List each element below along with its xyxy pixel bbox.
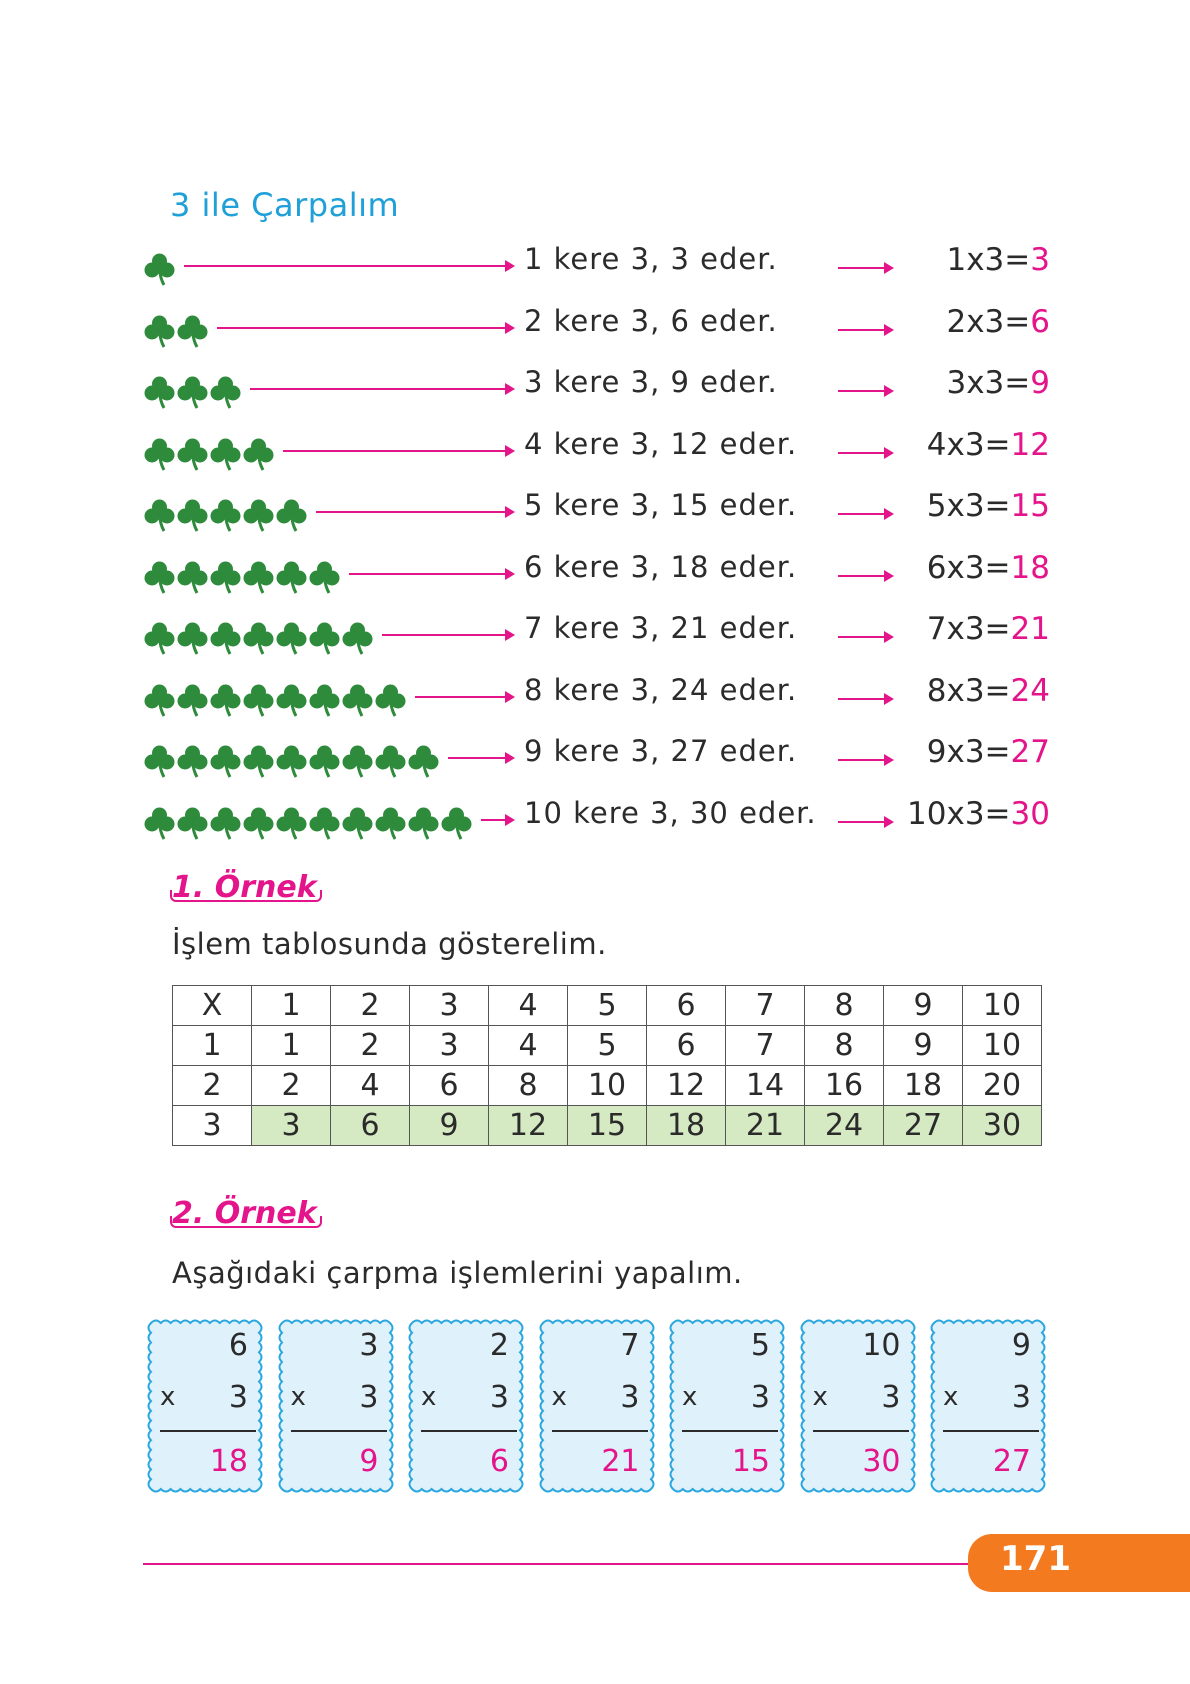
table-cell: 6 [647, 986, 726, 1026]
clover-icon [242, 806, 275, 840]
row-10 [0, 796, 1190, 846]
clover-icon [176, 683, 209, 717]
clover-icon [209, 621, 242, 655]
equation-result: 24 [1010, 672, 1050, 709]
row-equation [927, 427, 1050, 463]
table-cell: 4 [331, 1066, 410, 1106]
table-cell: 9 [884, 986, 963, 1026]
clover-icon [242, 744, 275, 778]
sum-line [552, 1430, 648, 1432]
clover-icon [176, 498, 209, 532]
example1-label: 1. Örnek [172, 870, 317, 905]
equation-expression: 6x3= [926, 549, 1011, 586]
multiplicand: 10 [862, 1328, 901, 1363]
arrow-long [349, 573, 513, 575]
row-sentence: 7 kere 3, 21 eder. [524, 611, 798, 645]
arrow-short [838, 390, 892, 392]
footer-line [143, 1563, 983, 1565]
table-cell: 20 [963, 1066, 1042, 1106]
table-cell: 6 [647, 1026, 726, 1066]
multiplier: 3 [620, 1380, 640, 1415]
product-answer: 18 [209, 1444, 248, 1479]
clover-icon [275, 498, 308, 532]
table-cell: 18 [884, 1066, 963, 1106]
table-cell: 3 [173, 1106, 252, 1146]
multiply-sign: x [682, 1382, 698, 1412]
multiplier: 3 [881, 1380, 901, 1415]
example2-label: 2. Örnek [172, 1196, 317, 1231]
table-cell: 4 [489, 986, 568, 1026]
clover-icon [275, 744, 308, 778]
equation-result: 12 [1010, 426, 1050, 463]
equation-result: 18 [1010, 549, 1050, 586]
practice-card [146, 1318, 264, 1494]
arrow-long [415, 696, 513, 698]
arrow-long [217, 327, 513, 329]
clover-icon [242, 560, 275, 594]
practice-card [538, 1318, 656, 1494]
table-cell: 10 [963, 986, 1042, 1026]
row-sentence: 4 kere 3, 12 eder. [524, 426, 798, 461]
page-title: 3 ile Çarpalım [170, 186, 400, 224]
clover-icon [275, 806, 308, 840]
clover-icon [242, 621, 275, 655]
row-5 [0, 488, 1190, 538]
clover-icon [176, 560, 209, 594]
multiplicand: 3 [359, 1328, 379, 1363]
multiplicand: 9 [1011, 1328, 1031, 1363]
clover-icon [242, 437, 275, 471]
arrow-long [250, 388, 513, 390]
equation-result: 30 [1010, 795, 1050, 832]
practice-card [407, 1318, 525, 1494]
sum-line [421, 1430, 517, 1432]
table-cell: 8 [489, 1066, 568, 1106]
arrow-long [382, 634, 513, 636]
clover-icon [176, 621, 209, 655]
table-cell: 14 [726, 1066, 805, 1106]
row-4 [0, 427, 1190, 477]
equation-result: 6 [1030, 303, 1050, 340]
row-equation [927, 488, 1050, 524]
clover-group [143, 683, 407, 723]
table-cell: 24 [805, 1106, 884, 1146]
equation-expression: 7x3= [926, 611, 1011, 647]
equation-expression: 3x3= [946, 365, 1031, 401]
clover-icon [308, 683, 341, 717]
clover-icon [275, 621, 308, 655]
table-cell: 10 [963, 1026, 1042, 1066]
arrow-short [838, 329, 892, 331]
multiplicand: 5 [750, 1328, 770, 1363]
clover-icon [341, 683, 374, 717]
clover-icon [374, 806, 407, 840]
multiplicand: 2 [489, 1328, 509, 1363]
clover-icon [143, 744, 176, 778]
arrow-short [838, 513, 892, 515]
multiplier: 3 [750, 1380, 770, 1415]
equation-expression: 9x3= [926, 734, 1011, 770]
clover-icon [374, 744, 407, 778]
clover-group [143, 806, 473, 846]
example1-instruction: İşlem tablosunda gösterelim. [172, 927, 607, 961]
row-equation [946, 242, 1050, 278]
clover-icon [209, 498, 242, 532]
example1-underline [170, 890, 322, 902]
arrow-long [184, 265, 513, 267]
arrow-short [838, 267, 892, 269]
row-equation [946, 304, 1050, 340]
arrow-short [838, 452, 892, 454]
equation-expression: 2x3= [946, 303, 1031, 340]
equation-expression: 5x3= [926, 488, 1011, 524]
sum-line [943, 1430, 1039, 1432]
clover-icon [143, 252, 176, 286]
clover-group [143, 252, 176, 292]
clover-icon [143, 314, 176, 348]
clover-icon [308, 806, 341, 840]
table-cell: 2 [331, 1026, 410, 1066]
table-cell: 18 [647, 1106, 726, 1146]
equation-result: 3 [1030, 242, 1050, 278]
row-equation [927, 734, 1050, 770]
table-cell: 2 [331, 986, 410, 1026]
clover-icon [275, 560, 308, 594]
clover-group [143, 621, 374, 661]
clover-icon [143, 498, 176, 532]
clover-icon [308, 560, 341, 594]
clover-icon [341, 806, 374, 840]
row-sentence: 8 kere 3, 24 eder. [524, 672, 798, 707]
multiplication-table [172, 985, 1042, 1146]
sum-line [160, 1430, 256, 1432]
clover-icon [209, 683, 242, 717]
product-answer: 27 [992, 1444, 1031, 1479]
table-cell: 2 [173, 1066, 252, 1106]
table-cell: 7 [726, 986, 805, 1026]
table-row [173, 1066, 1042, 1106]
clover-icon [176, 314, 209, 348]
table-cell: 1 [173, 1026, 252, 1066]
table-cell: 3 [252, 1106, 331, 1146]
table-cell: 3 [410, 1026, 489, 1066]
clover-icon [143, 621, 176, 655]
table-cell: 6 [331, 1106, 410, 1146]
row-sentence: 2 kere 3, 6 eder. [524, 303, 778, 338]
clover-icon [143, 683, 176, 717]
page-number: 171 [1000, 1539, 1071, 1579]
table-cell: 5 [568, 1026, 647, 1066]
table-cell: 9 [410, 1106, 489, 1146]
clover-icon [308, 744, 341, 778]
clover-icon [176, 744, 209, 778]
table-cell: 8 [805, 986, 884, 1026]
row-sentence: 10 kere 3, 30 eder. [524, 795, 817, 830]
row-6 [0, 550, 1190, 600]
table-cell: 12 [489, 1106, 568, 1146]
multiply-sign: x [160, 1382, 176, 1412]
clover-icon [143, 437, 176, 471]
clover-group [143, 314, 209, 354]
clover-icon [143, 560, 176, 594]
row-equation [927, 673, 1050, 709]
clover-group [143, 744, 440, 784]
table-row [173, 1106, 1042, 1146]
row-sentence: 3 kere 3, 9 eder. [524, 365, 778, 399]
clover-group [143, 437, 275, 477]
clover-icon [209, 806, 242, 840]
multiply-sign: x [421, 1382, 437, 1412]
row-equation [946, 365, 1050, 401]
equation-expression: 8x3= [926, 672, 1011, 709]
clover-group [143, 375, 242, 415]
equation-expression: 4x3= [926, 426, 1011, 463]
row-3 [0, 365, 1190, 415]
row-2 [0, 304, 1190, 354]
row-equation [927, 550, 1050, 586]
arrow-short [838, 821, 892, 823]
equation-result: 9 [1030, 365, 1050, 401]
equation-expression: 10x3= [907, 795, 1011, 832]
table-cell: 5 [568, 986, 647, 1026]
table-cell: 8 [805, 1026, 884, 1066]
clover-icon [209, 560, 242, 594]
clover-icon [440, 806, 473, 840]
practice-card [277, 1318, 395, 1494]
clover-group [143, 560, 341, 600]
table-cell: 9 [884, 1026, 963, 1066]
clover-icon [209, 744, 242, 778]
table-cell: 10 [568, 1066, 647, 1106]
row-7 [0, 611, 1190, 661]
table-cell: X [173, 986, 252, 1026]
product-answer: 15 [731, 1444, 770, 1479]
practice-card [929, 1318, 1047, 1494]
clover-icon [407, 744, 440, 778]
row-8 [0, 673, 1190, 723]
row-9 [0, 734, 1190, 784]
row-sentence: 6 kere 3, 18 eder. [524, 549, 798, 584]
table-row [173, 986, 1042, 1026]
practice-card [668, 1318, 786, 1494]
clover-icon [242, 683, 275, 717]
clover-icon [143, 806, 176, 840]
row-equation [907, 796, 1050, 832]
arrow-long [283, 450, 513, 452]
equation-result: 15 [1010, 488, 1050, 524]
practice-card [799, 1318, 917, 1494]
product-answer: 6 [489, 1444, 509, 1479]
example2-instruction: Aşağıdaki çarpma işlemlerini yapalım. [172, 1256, 743, 1290]
row-sentence: 5 kere 3, 15 eder. [524, 488, 798, 522]
sum-line [291, 1430, 387, 1432]
table-cell: 4 [489, 1026, 568, 1066]
clover-icon [176, 375, 209, 409]
row-sentence: 1 kere 3, 3 eder. [524, 242, 778, 276]
table-cell: 30 [963, 1106, 1042, 1146]
clover-icon [308, 621, 341, 655]
arrow-short [838, 575, 892, 577]
equation-result: 21 [1010, 611, 1050, 647]
row-equation [927, 611, 1050, 647]
clover-icon [176, 806, 209, 840]
sum-line [813, 1430, 909, 1432]
table-cell: 3 [410, 986, 489, 1026]
equation-expression: 1x3= [946, 242, 1031, 278]
table-cell: 1 [252, 986, 331, 1026]
table-cell: 27 [884, 1106, 963, 1146]
multiplicand: 6 [228, 1328, 248, 1363]
clover-icon [275, 683, 308, 717]
clover-icon [209, 375, 242, 409]
table-cell: 12 [647, 1066, 726, 1106]
clover-icon [209, 437, 242, 471]
row-sentence: 9 kere 3, 27 eder. [524, 734, 798, 768]
clover-icon [242, 498, 275, 532]
example2-underline [170, 1216, 322, 1228]
arrow-short [838, 698, 892, 700]
multiply-sign: x [551, 1382, 567, 1412]
clover-icon [143, 375, 176, 409]
clover-group [143, 498, 308, 538]
table-row [173, 1026, 1042, 1066]
clover-icon [341, 744, 374, 778]
table-cell: 6 [410, 1066, 489, 1106]
multiplicand: 7 [620, 1328, 640, 1363]
clover-icon [374, 683, 407, 717]
multiply-sign: x [290, 1382, 306, 1412]
arrow-long [316, 511, 513, 513]
multiplier: 3 [1011, 1380, 1031, 1415]
clover-icon [341, 621, 374, 655]
multiplier: 3 [359, 1380, 379, 1415]
multiply-sign: x [943, 1382, 959, 1412]
row-1 [0, 242, 1190, 292]
table-cell: 1 [252, 1026, 331, 1066]
clover-icon [176, 437, 209, 471]
arrow-short [838, 636, 892, 638]
arrow-long [481, 819, 513, 821]
arrow-short [838, 759, 892, 761]
arrow-long [448, 757, 513, 759]
equation-result: 27 [1010, 734, 1050, 770]
table-cell: 2 [252, 1066, 331, 1106]
sum-line [682, 1430, 778, 1432]
multiplier: 3 [489, 1380, 509, 1415]
clover-icon [407, 806, 440, 840]
product-answer: 30 [862, 1444, 901, 1479]
multiplier: 3 [228, 1380, 248, 1415]
table-cell: 16 [805, 1066, 884, 1106]
product-answer: 21 [601, 1444, 640, 1479]
table-cell: 7 [726, 1026, 805, 1066]
product-answer: 9 [359, 1444, 379, 1479]
table-cell: 21 [726, 1106, 805, 1146]
table-cell: 15 [568, 1106, 647, 1146]
multiply-sign: x [812, 1382, 828, 1412]
